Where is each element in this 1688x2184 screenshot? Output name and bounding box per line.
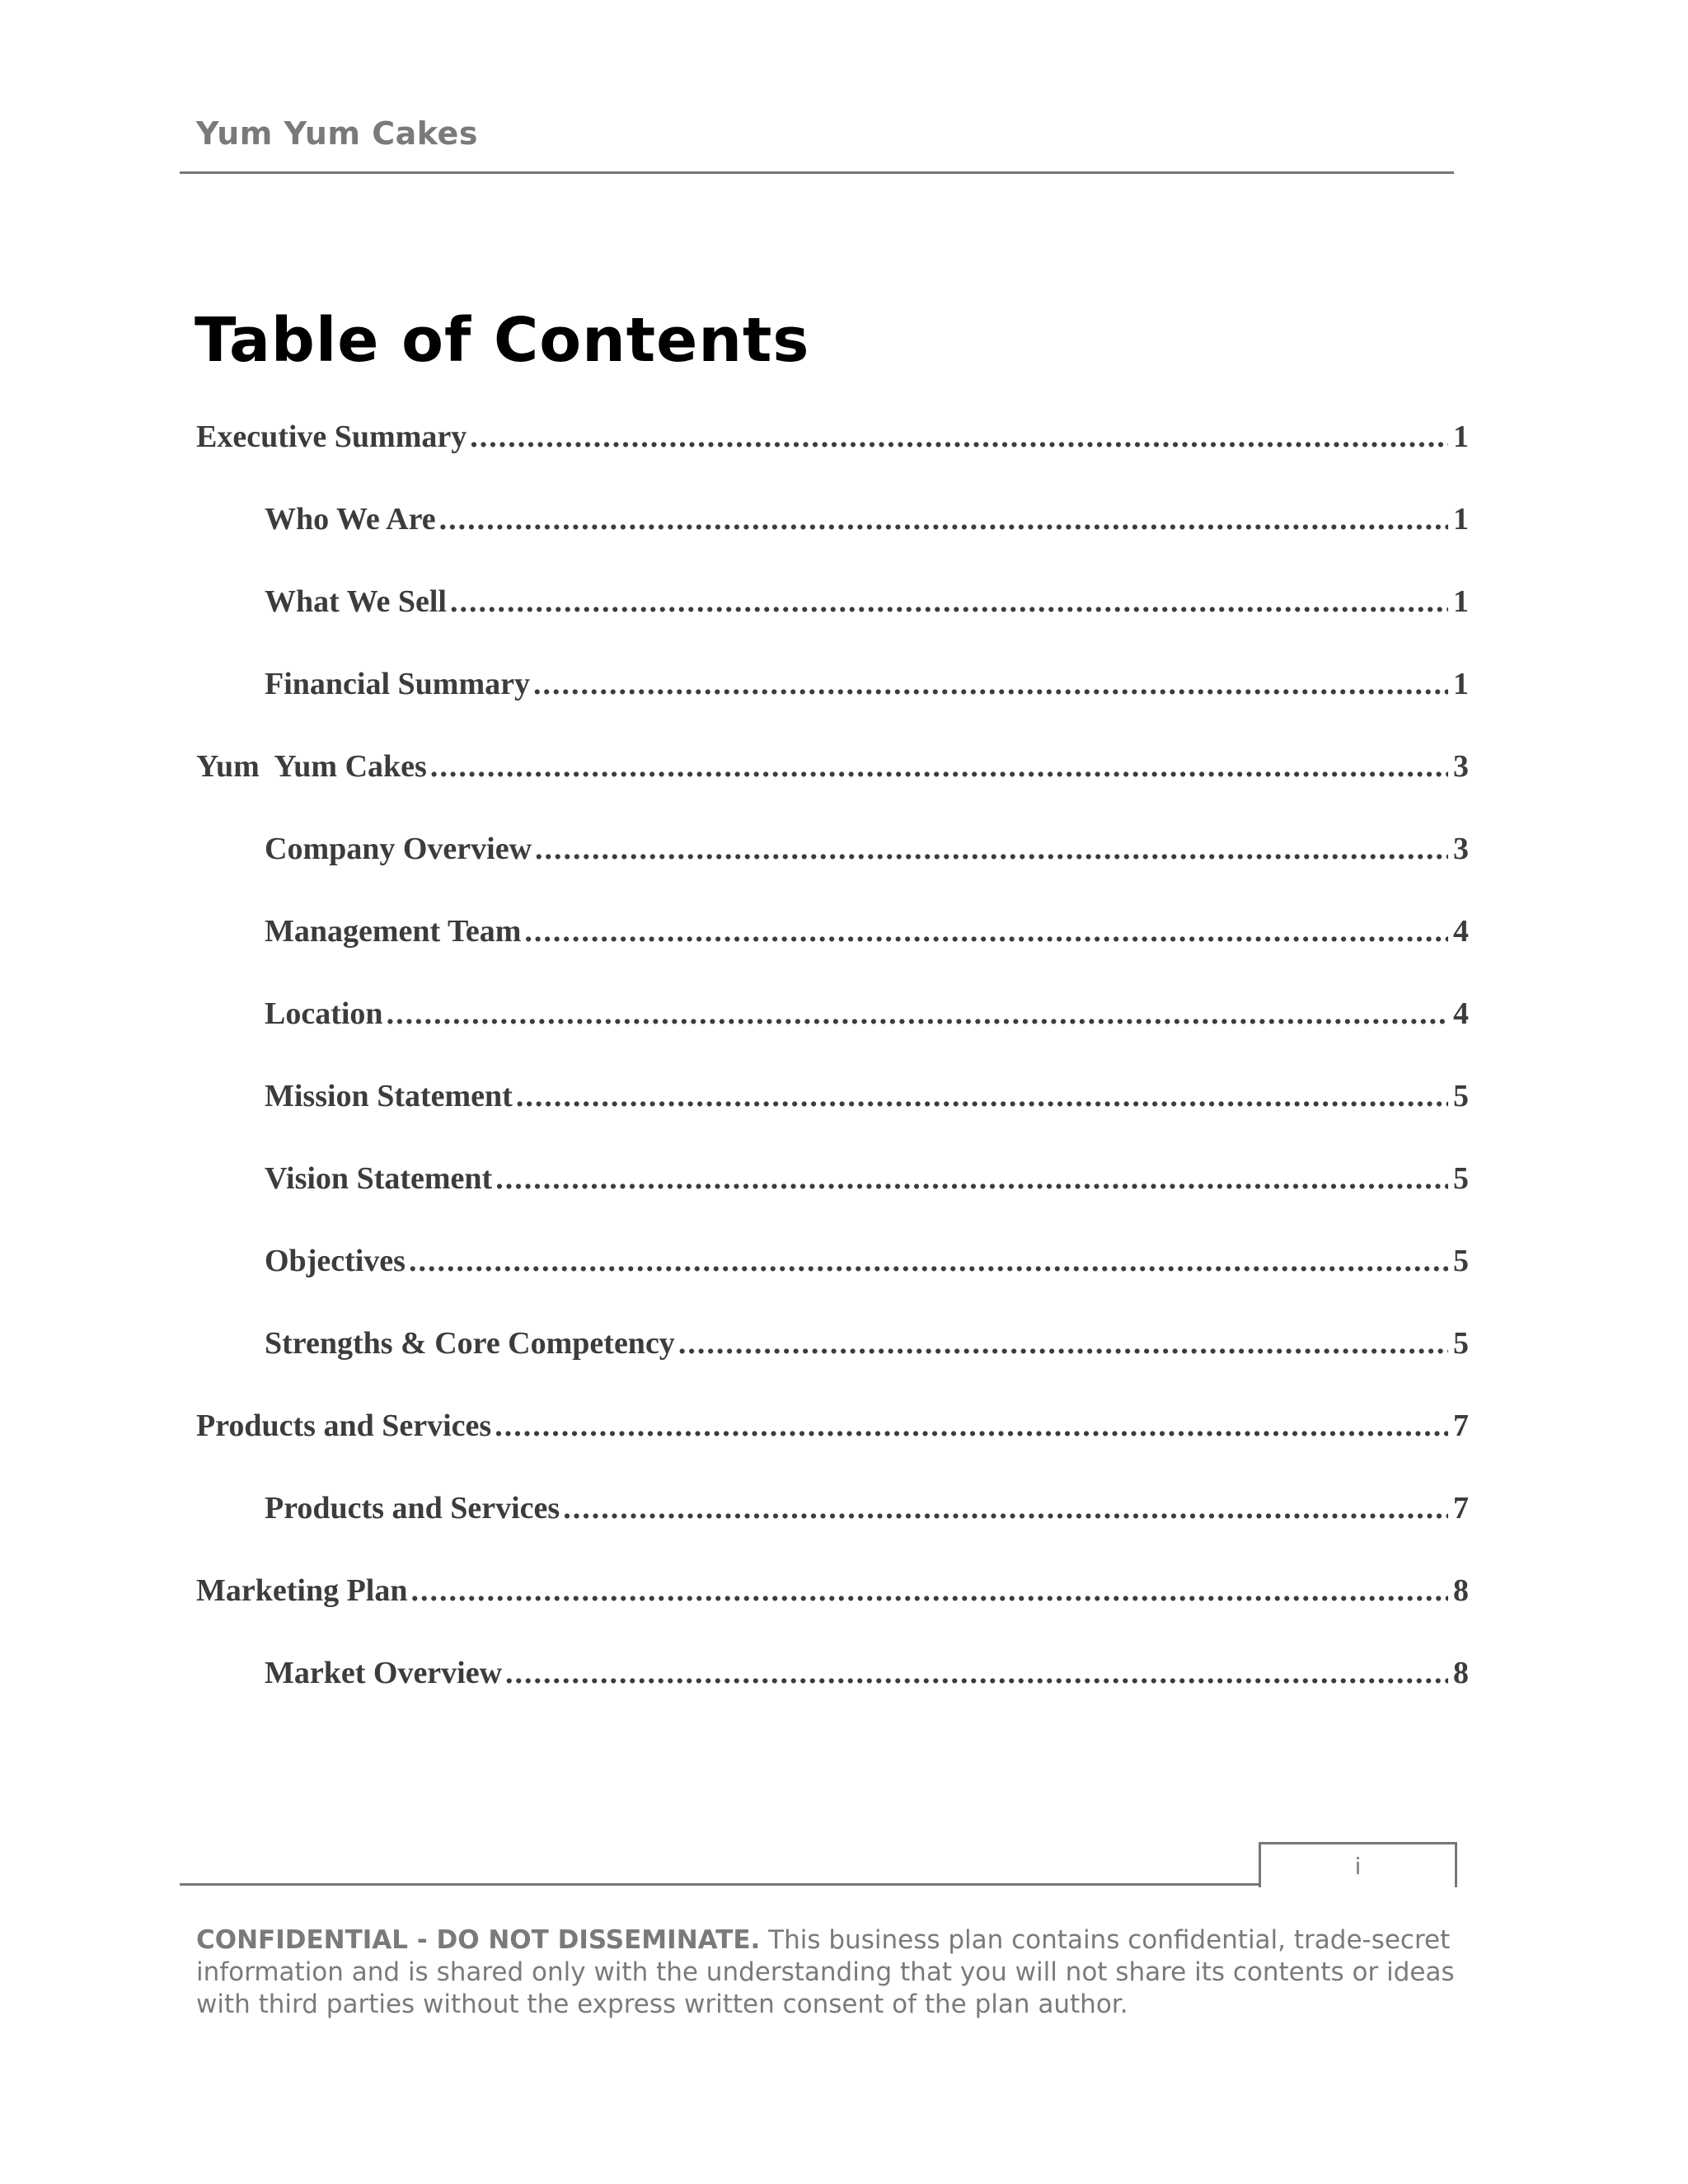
toc-entry-page: 5: [1453, 1079, 1469, 1113]
toc-entry-label: Market Overview: [265, 1656, 503, 1690]
toc-entry-page: 1: [1453, 419, 1469, 454]
toc-entry-page: 5: [1453, 1244, 1469, 1278]
toc-entry[interactable]: [196, 913, 1469, 996]
toc-dot-leader: [430, 748, 1448, 785]
toc-dot-leader: [533, 666, 1448, 702]
toc-entry-label: Management Team: [265, 914, 522, 949]
toc-entry-page: 4: [1453, 996, 1469, 1031]
toc-entry-page: 7: [1453, 1491, 1469, 1526]
toc-dot-leader: [470, 419, 1448, 455]
toc-entry-label: Vision Statement: [265, 1161, 493, 1196]
toc-dot-leader: [450, 583, 1448, 620]
toc-entry[interactable]: [196, 666, 1469, 748]
toc-entry-page: 3: [1453, 832, 1469, 866]
toc-entry-label: Company Overview: [265, 832, 532, 866]
toc-list: [196, 419, 1469, 1737]
toc-entry-label: Mission Statement: [265, 1079, 513, 1113]
toc-entry[interactable]: [196, 583, 1469, 666]
toc-entry-page: 7: [1453, 1408, 1469, 1443]
toc-entry[interactable]: [196, 501, 1469, 583]
toc-entry-page: 1: [1453, 667, 1469, 701]
toc-entry-page: 8: [1453, 1573, 1469, 1608]
page-number-box: [1259, 1842, 1457, 1887]
toc-entry-page: 5: [1453, 1161, 1469, 1196]
toc-entry[interactable]: [196, 1408, 1469, 1490]
confidentiality-notice: [196, 1924, 1482, 2021]
toc-dot-leader: [495, 1408, 1448, 1444]
toc-entry[interactable]: [196, 1243, 1469, 1325]
toc-entry-label: Executive Summary: [196, 419, 467, 454]
toc-entry[interactable]: [196, 1078, 1469, 1160]
toc-heading: Table of Contents: [195, 305, 810, 376]
toc-dot-leader: [535, 831, 1448, 867]
toc-entry-label: Who We Are: [265, 502, 436, 537]
toc-entry-label: Yum Yum Cakes: [196, 749, 427, 784]
page-number: i: [1354, 1853, 1362, 1880]
header-title: Yum Yum Cakes: [196, 115, 478, 152]
toc-entry[interactable]: [196, 1160, 1469, 1243]
toc-dot-leader: [524, 913, 1448, 949]
toc-entry-page: 3: [1453, 749, 1469, 784]
toc-entry-label: Products and Services: [196, 1408, 492, 1443]
toc-entry-label: Financial Summary: [265, 667, 530, 701]
toc-entry-page: 4: [1453, 914, 1469, 949]
toc-entry[interactable]: [196, 1572, 1469, 1655]
toc-dot-leader: [387, 996, 1448, 1032]
toc-entry-label: What We Sell: [265, 584, 447, 619]
toc-dot-leader: [505, 1655, 1448, 1691]
toc-entry-page: 8: [1453, 1656, 1469, 1690]
toc-dot-leader: [439, 501, 1448, 537]
footer-divider: [180, 1883, 1259, 1886]
toc-dot-leader: [678, 1325, 1448, 1361]
confidentiality-lead: CONFIDENTIAL - DO NOT DISSEMINATE.: [196, 1925, 761, 1955]
toc-entry[interactable]: [196, 1655, 1469, 1737]
toc-dot-leader: [495, 1160, 1448, 1197]
toc-dot-leader: [516, 1078, 1448, 1114]
toc-entry-label: Objectives: [265, 1244, 406, 1278]
toc-dot-leader: [410, 1572, 1448, 1609]
toc-dot-leader: [409, 1243, 1448, 1279]
toc-entry-label: Products and Services: [265, 1491, 560, 1526]
toc-entry[interactable]: [196, 1490, 1469, 1572]
toc-entry-label: Location: [265, 996, 383, 1031]
toc-entry-label: Marketing Plan: [196, 1573, 408, 1608]
toc-dot-leader: [563, 1490, 1448, 1526]
toc-entry[interactable]: [196, 419, 1469, 501]
toc-entry-page: 1: [1453, 584, 1469, 619]
header-divider: [180, 171, 1454, 174]
confidentiality-text: This business plan contains confidential, trade-secret information and is shared only with the understanding that you will not share its contents or ideas with third parties without the express written consent of the plan author.: [196, 1925, 1455, 2019]
toc-entry[interactable]: [196, 748, 1469, 831]
toc-entry-label: Strengths & Core Competency: [265, 1326, 675, 1361]
toc-entry[interactable]: [196, 996, 1469, 1078]
toc-entry[interactable]: [196, 1325, 1469, 1408]
toc-entry-page: 5: [1453, 1326, 1469, 1361]
toc-entry[interactable]: [196, 831, 1469, 913]
toc-entry-page: 1: [1453, 502, 1469, 537]
